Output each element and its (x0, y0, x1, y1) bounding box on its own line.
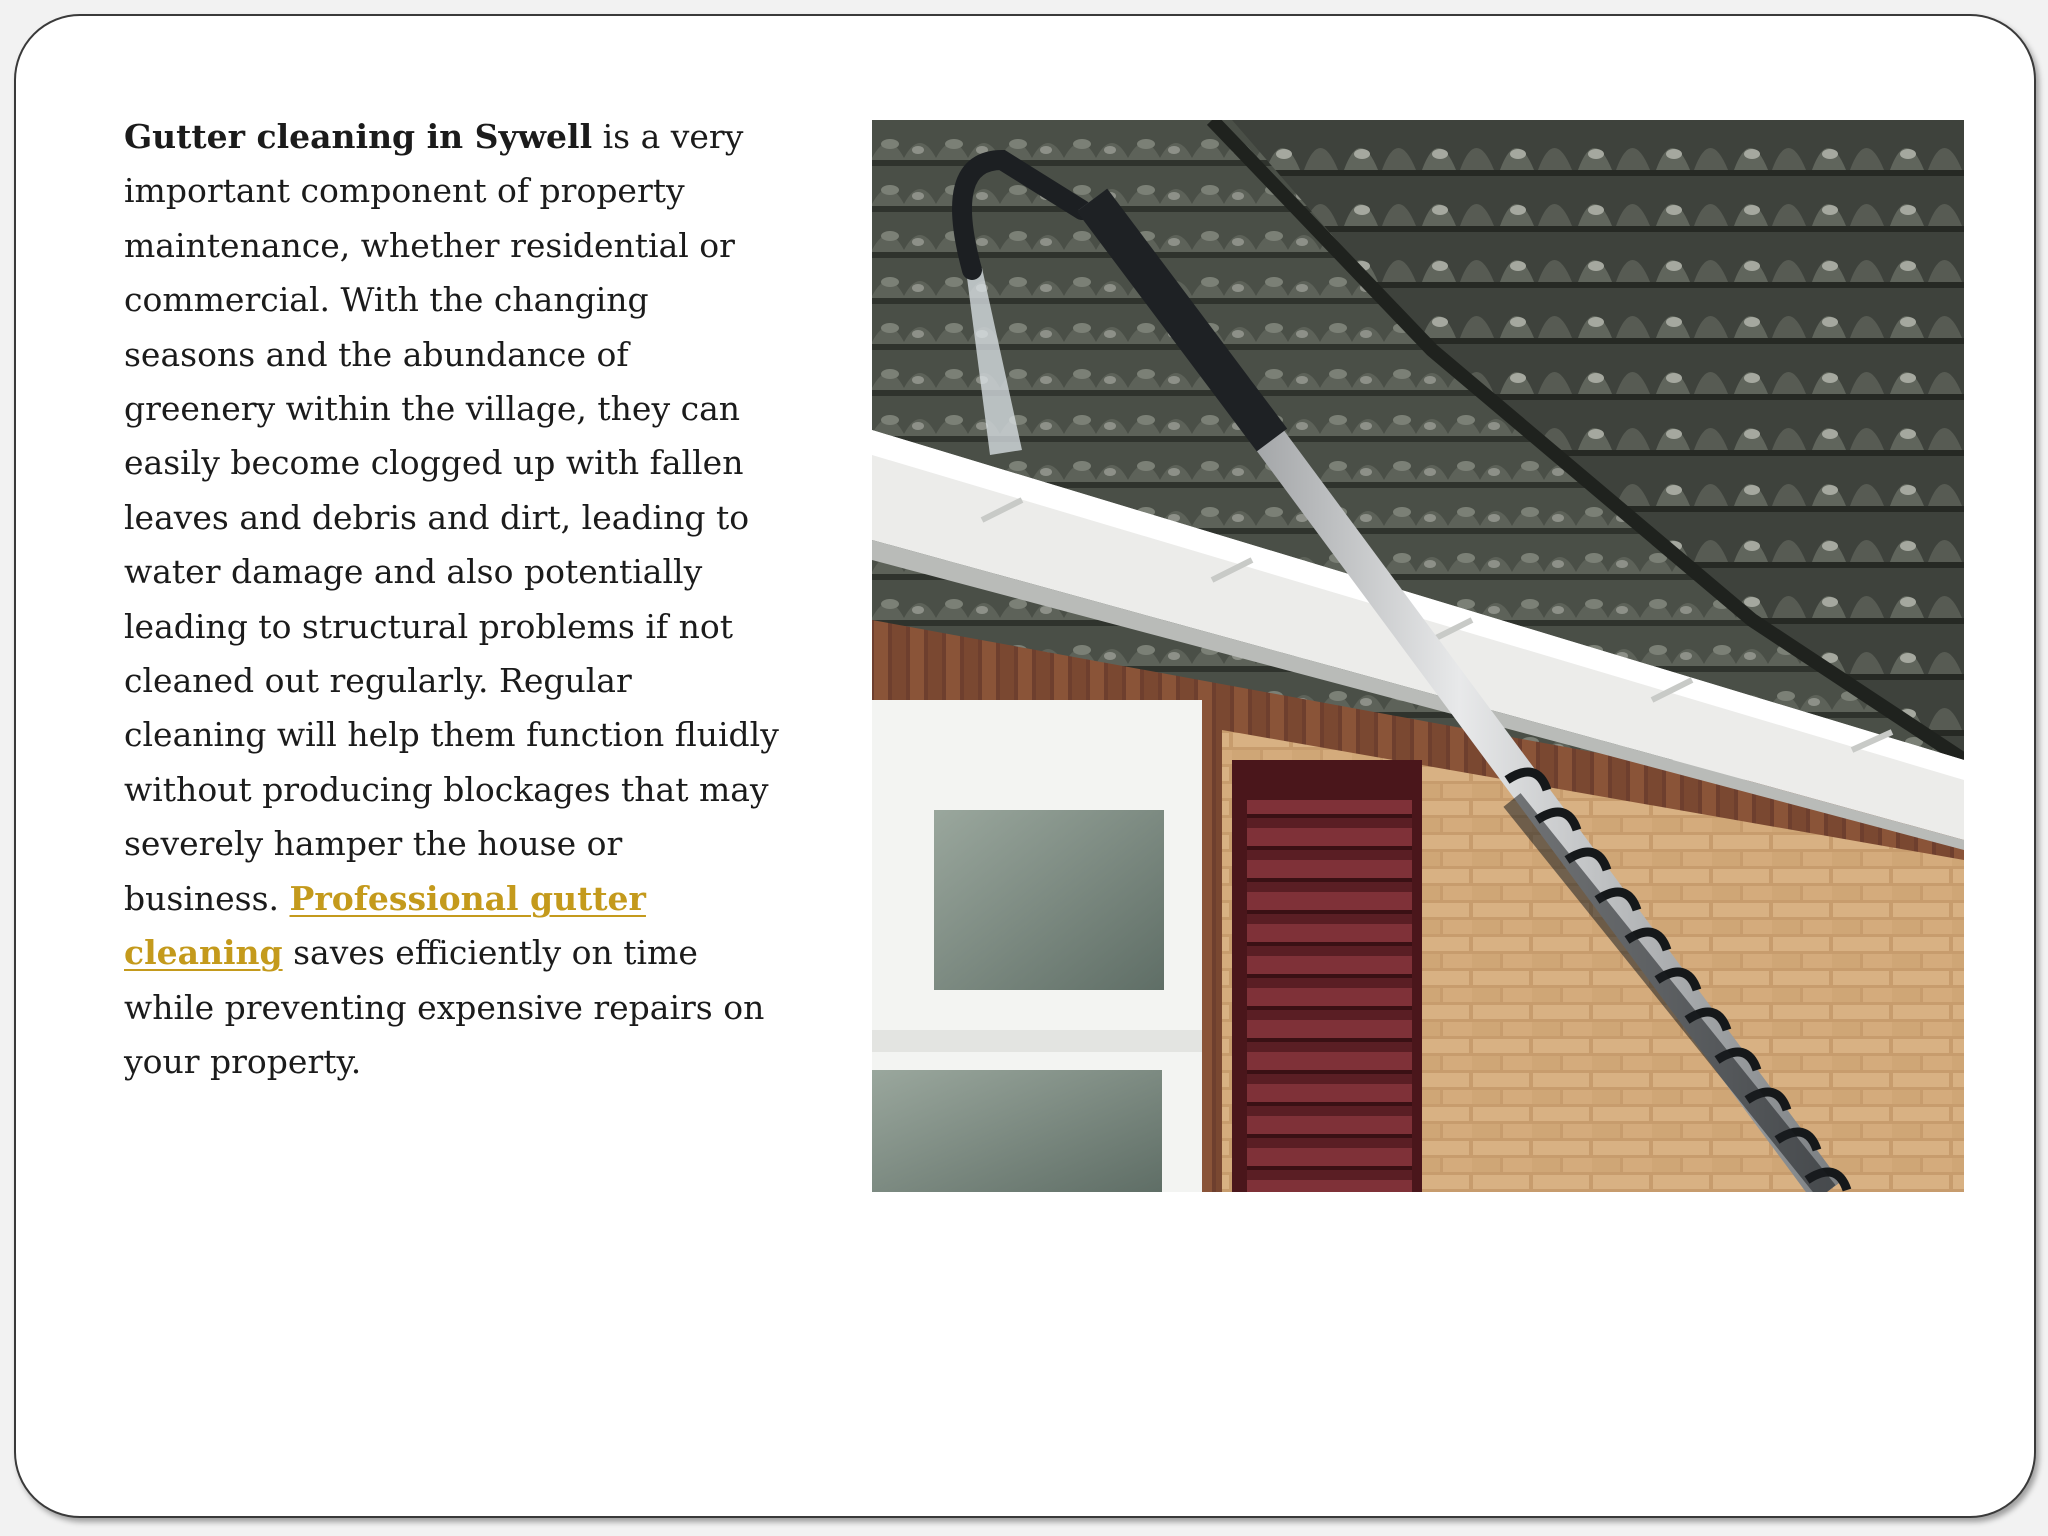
paragraph-text-1: is a very important component of property maintenance, whether residential or commercial. With the changing seasons and the abundance of greenery within the village, they can easily become clogged up with fallen leaves and debris and dirt, leading to water damage and also potentially leading to structural problems if not cleaned out regularly. Regular cleaning will help them function fluidly without producing blockages that may severely hamper the house or business. (124, 117, 779, 918)
slide (14, 14, 2036, 1518)
professional-gutter-cleaning-link[interactable]: Professional gutter cleaning (124, 878, 646, 973)
body-paragraph (124, 110, 784, 1089)
paragraph-text-2: saves efficiently on time while preventing expensive repairs on your property. (124, 933, 765, 1081)
gutter-cleaning-illustration (872, 120, 1964, 1192)
gutter-cleaning-photo (872, 120, 1964, 1192)
lead-bold-text: Gutter cleaning in Sywell (124, 117, 593, 156)
